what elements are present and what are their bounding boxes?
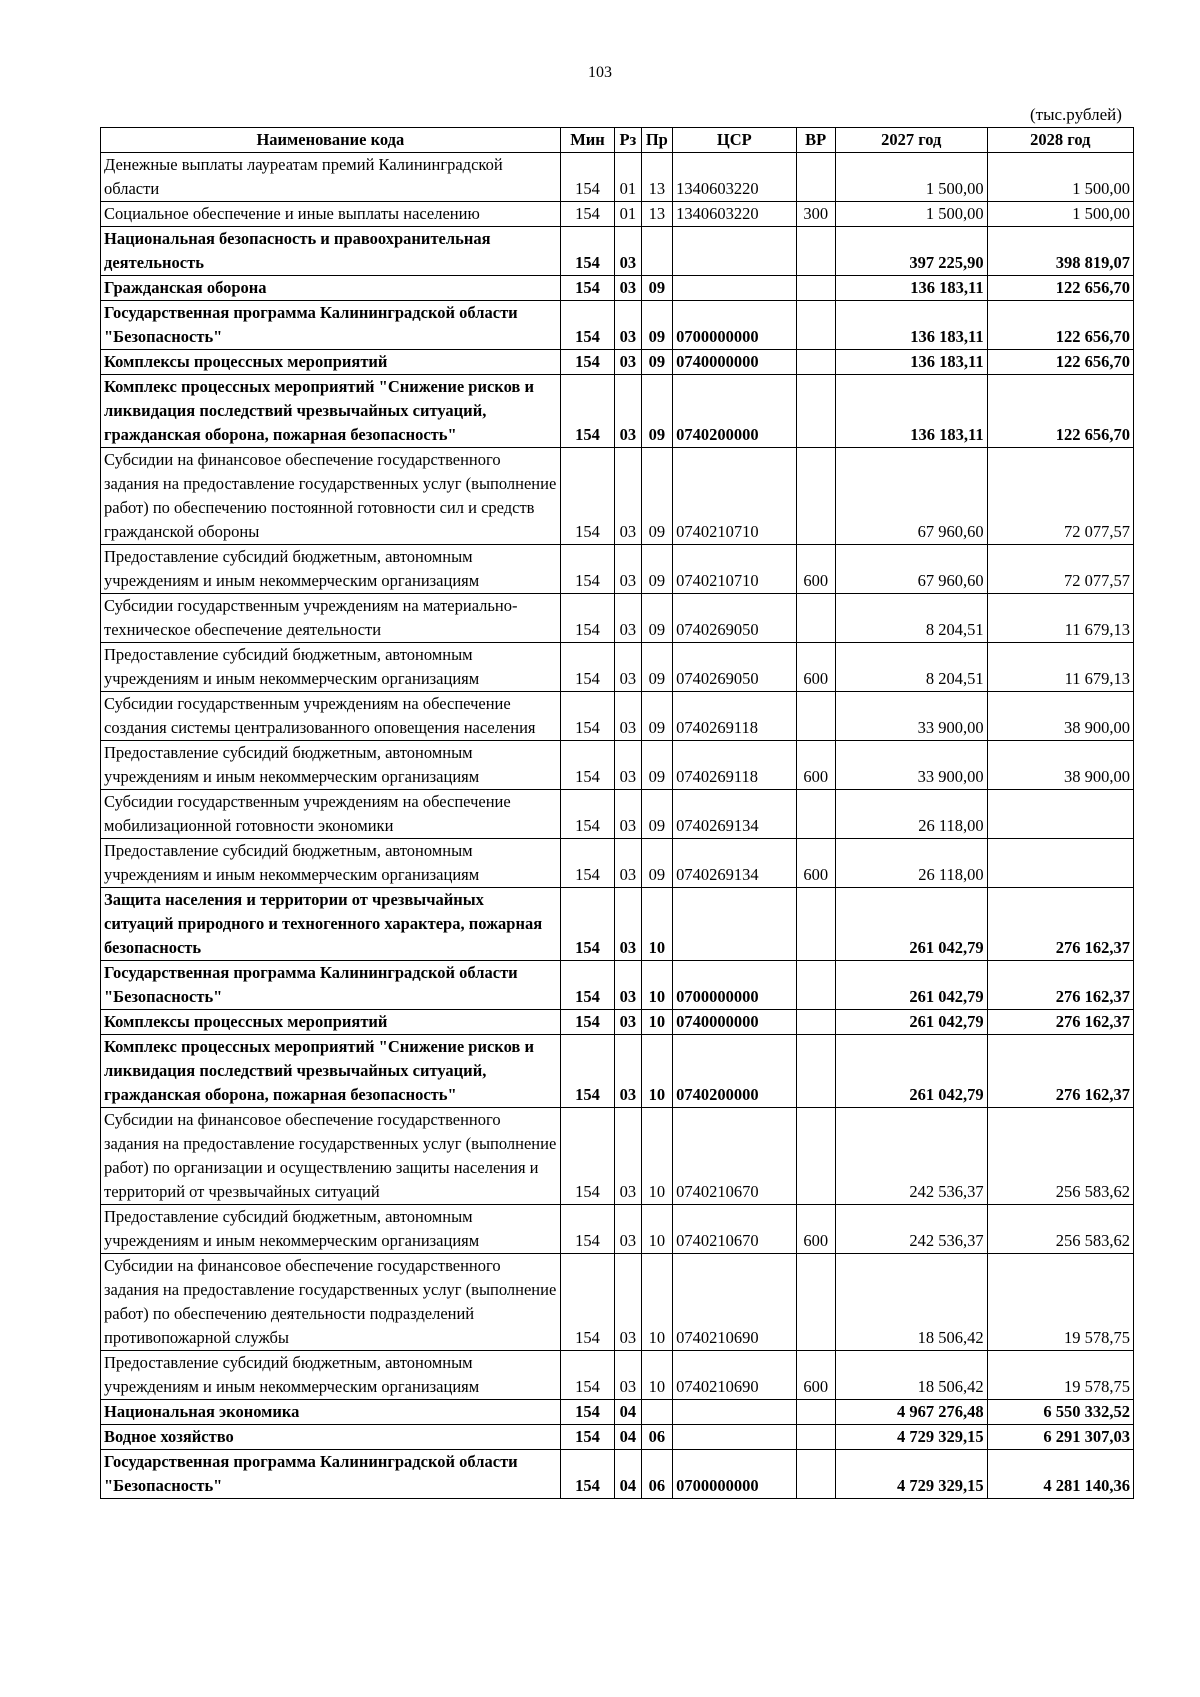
cell-2028: 11 679,13 <box>987 594 1133 643</box>
cell-rz: 03 <box>615 375 641 448</box>
cell-2028: 398 819,07 <box>987 227 1133 276</box>
cell-rz: 03 <box>615 790 641 839</box>
cell-2027: 261 042,79 <box>835 1010 987 1035</box>
table-row <box>101 1108 1134 1205</box>
cell-vr <box>796 1108 835 1205</box>
cell-csr: 0740269118 <box>673 692 796 741</box>
cell-vr <box>796 276 835 301</box>
cell-2027: 4 967 276,48 <box>835 1400 987 1425</box>
cell-csr: 1340603220 <box>673 153 796 202</box>
table-row <box>101 227 1134 276</box>
table-row <box>101 643 1134 692</box>
cell-2028: 276 162,37 <box>987 961 1133 1010</box>
cell-2028: 11 679,13 <box>987 643 1133 692</box>
cell-pr: 09 <box>641 643 673 692</box>
cell-2028: 72 077,57 <box>987 448 1133 545</box>
cell-2027: 18 506,42 <box>835 1254 987 1351</box>
cell-min: 154 <box>560 594 615 643</box>
cell-vr <box>796 1254 835 1351</box>
cell-csr: 0740269050 <box>673 643 796 692</box>
cell-vr <box>796 350 835 375</box>
cell-2028 <box>987 790 1133 839</box>
cell-rz: 03 <box>615 1254 641 1351</box>
cell-pr: 13 <box>641 153 673 202</box>
cell-csr <box>673 227 796 276</box>
cell-name: Комплекс процессных мероприятий "Снижение рисков и ликвидация последствий чрезвычайных ситуаций, гражданская оборона, пожарная безопасность" <box>101 1035 561 1108</box>
header-2027: 2027 год <box>835 128 987 153</box>
cell-rz: 04 <box>615 1425 641 1450</box>
cell-pr <box>641 1400 673 1425</box>
cell-2027: 18 506,42 <box>835 1351 987 1400</box>
cell-rz: 03 <box>615 545 641 594</box>
cell-vr <box>796 375 835 448</box>
cell-2027: 136 183,11 <box>835 301 987 350</box>
cell-pr: 09 <box>641 375 673 448</box>
cell-name: Предоставление субсидий бюджетным, автономным учреждениям и иным некоммерческим организациям <box>101 1205 561 1254</box>
cell-2027: 261 042,79 <box>835 888 987 961</box>
cell-min: 154 <box>560 1010 615 1035</box>
cell-csr: 0700000000 <box>673 301 796 350</box>
table-header-row <box>101 128 1134 153</box>
cell-vr <box>796 888 835 961</box>
cell-csr: 0740210710 <box>673 545 796 594</box>
cell-name: Комплексы процессных мероприятий <box>101 350 561 375</box>
table-row <box>101 153 1134 202</box>
cell-csr: 0700000000 <box>673 1450 796 1499</box>
cell-min: 154 <box>560 961 615 1010</box>
cell-vr: 600 <box>796 1351 835 1400</box>
cell-min: 154 <box>560 1205 615 1254</box>
cell-pr <box>641 227 673 276</box>
cell-rz: 03 <box>615 594 641 643</box>
cell-min: 154 <box>560 643 615 692</box>
cell-2027: 67 960,60 <box>835 448 987 545</box>
cell-pr: 09 <box>641 448 673 545</box>
cell-2028: 1 500,00 <box>987 202 1133 227</box>
table-row <box>101 202 1134 227</box>
cell-name: Национальная безопасность и правоохранительная деятельность <box>101 227 561 276</box>
cell-name: Субсидии на финансовое обеспечение государственного задания на предоставление государственных услуг (выполнение работ) по обеспечению постоянной готовности сил и средств гражданской обороны <box>101 448 561 545</box>
table-row <box>101 545 1134 594</box>
cell-name: Комплексы процессных мероприятий <box>101 1010 561 1035</box>
cell-vr: 600 <box>796 643 835 692</box>
cell-2028 <box>987 839 1133 888</box>
cell-pr: 06 <box>641 1450 673 1499</box>
cell-vr <box>796 594 835 643</box>
cell-name: Национальная экономика <box>101 1400 561 1425</box>
cell-rz: 03 <box>615 1205 641 1254</box>
cell-2028: 1 500,00 <box>987 153 1133 202</box>
cell-pr: 10 <box>641 1351 673 1400</box>
cell-pr: 10 <box>641 1035 673 1108</box>
cell-csr <box>673 276 796 301</box>
cell-min: 154 <box>560 545 615 594</box>
table-body <box>101 153 1134 1499</box>
table-row <box>101 692 1134 741</box>
cell-rz: 03 <box>615 1010 641 1035</box>
cell-vr <box>796 448 835 545</box>
cell-vr: 600 <box>796 1205 835 1254</box>
cell-min: 154 <box>560 1400 615 1425</box>
table-row <box>101 961 1134 1010</box>
cell-min: 154 <box>560 350 615 375</box>
cell-pr: 13 <box>641 202 673 227</box>
table-row <box>101 301 1134 350</box>
cell-min: 154 <box>560 227 615 276</box>
cell-2028: 6 291 307,03 <box>987 1425 1133 1450</box>
cell-min: 154 <box>560 375 615 448</box>
cell-pr: 09 <box>641 692 673 741</box>
cell-2027: 4 729 329,15 <box>835 1425 987 1450</box>
cell-name: Водное хозяйство <box>101 1425 561 1450</box>
cell-rz: 01 <box>615 153 641 202</box>
cell-pr: 10 <box>641 1108 673 1205</box>
cell-vr <box>796 1010 835 1035</box>
cell-2027: 397 225,90 <box>835 227 987 276</box>
cell-min: 154 <box>560 888 615 961</box>
header-2028: 2028 год <box>987 128 1133 153</box>
cell-min: 154 <box>560 741 615 790</box>
cell-pr: 09 <box>641 301 673 350</box>
cell-min: 154 <box>560 1108 615 1205</box>
cell-name: Предоставление субсидий бюджетным, автономным учреждениям и иным некоммерческим организациям <box>101 643 561 692</box>
cell-vr: 300 <box>796 202 835 227</box>
cell-rz: 03 <box>615 961 641 1010</box>
cell-name: Предоставление субсидий бюджетным, автономным учреждениям и иным некоммерческим организациям <box>101 545 561 594</box>
table-row <box>101 1400 1134 1425</box>
cell-vr: 600 <box>796 741 835 790</box>
cell-vr <box>796 1400 835 1425</box>
cell-rz: 03 <box>615 888 641 961</box>
cell-csr <box>673 1400 796 1425</box>
cell-2027: 136 183,11 <box>835 350 987 375</box>
table-row <box>101 448 1134 545</box>
cell-name: Предоставление субсидий бюджетным, автономным учреждениям и иным некоммерческим организациям <box>101 839 561 888</box>
table-row <box>101 1254 1134 1351</box>
cell-csr: 0740000000 <box>673 1010 796 1035</box>
cell-name: Государственная программа Калининградской области "Безопасность" <box>101 961 561 1010</box>
table-row <box>101 594 1134 643</box>
table-row <box>101 1035 1134 1108</box>
cell-name: Субсидии на финансовое обеспечение государственного задания на предоставление государственных услуг (выполнение работ) по организации и осуществлению защиты населения и территорий от чрезвычайных ситуаций <box>101 1108 561 1205</box>
table-row <box>101 1450 1134 1499</box>
cell-csr <box>673 888 796 961</box>
cell-2028: 256 583,62 <box>987 1108 1133 1205</box>
table-row <box>101 276 1134 301</box>
cell-2028: 122 656,70 <box>987 375 1133 448</box>
cell-pr: 06 <box>641 1425 673 1450</box>
header-name: Наименование кода <box>101 128 561 153</box>
cell-csr: 0740269134 <box>673 839 796 888</box>
cell-rz: 03 <box>615 741 641 790</box>
header-rz: Рз <box>615 128 641 153</box>
cell-vr: 600 <box>796 545 835 594</box>
cell-name: Социальное обеспечение и иные выплаты населению <box>101 202 561 227</box>
cell-vr <box>796 153 835 202</box>
cell-2027: 136 183,11 <box>835 375 987 448</box>
cell-csr: 0740210690 <box>673 1351 796 1400</box>
cell-2028: 276 162,37 <box>987 1010 1133 1035</box>
cell-pr: 09 <box>641 545 673 594</box>
cell-2028: 19 578,75 <box>987 1351 1133 1400</box>
cell-rz: 03 <box>615 643 641 692</box>
cell-2028: 122 656,70 <box>987 350 1133 375</box>
page-number: 103 <box>588 64 612 81</box>
cell-2028: 19 578,75 <box>987 1254 1133 1351</box>
cell-vr <box>796 1035 835 1108</box>
cell-vr <box>796 1425 835 1450</box>
cell-pr: 09 <box>641 839 673 888</box>
cell-rz: 03 <box>615 1351 641 1400</box>
cell-2028: 6 550 332,52 <box>987 1400 1133 1425</box>
cell-rz: 03 <box>615 1035 641 1108</box>
cell-csr: 0740269134 <box>673 790 796 839</box>
cell-pr: 10 <box>641 1205 673 1254</box>
cell-rz: 03 <box>615 350 641 375</box>
cell-pr: 09 <box>641 350 673 375</box>
cell-2027: 26 118,00 <box>835 839 987 888</box>
cell-2027: 1 500,00 <box>835 153 987 202</box>
header-vr: ВР <box>796 128 835 153</box>
cell-rz: 03 <box>615 301 641 350</box>
cell-pr: 09 <box>641 276 673 301</box>
cell-pr: 10 <box>641 888 673 961</box>
table-row <box>101 1351 1134 1400</box>
cell-rz: 01 <box>615 202 641 227</box>
cell-pr: 09 <box>641 594 673 643</box>
cell-rz: 03 <box>615 227 641 276</box>
cell-csr: 0740200000 <box>673 375 796 448</box>
table-row <box>101 741 1134 790</box>
cell-min: 154 <box>560 1425 615 1450</box>
cell-rz: 03 <box>615 839 641 888</box>
cell-csr: 0740210690 <box>673 1254 796 1351</box>
header-pr: Пр <box>641 128 673 153</box>
cell-name: Субсидии на финансовое обеспечение государственного задания на предоставление государственных услуг (выполнение работ) по обеспечению деятельности подразделений противопожарной службы <box>101 1254 561 1351</box>
table-row <box>101 375 1134 448</box>
table-row <box>101 1205 1134 1254</box>
cell-2028: 4 281 140,36 <box>987 1450 1133 1499</box>
cell-min: 154 <box>560 202 615 227</box>
cell-vr <box>796 1450 835 1499</box>
cell-csr: 0740210710 <box>673 448 796 545</box>
cell-2027: 67 960,60 <box>835 545 987 594</box>
cell-vr <box>796 227 835 276</box>
cell-2027: 261 042,79 <box>835 1035 987 1108</box>
cell-vr: 600 <box>796 839 835 888</box>
cell-name: Государственная программа Калининградской области "Безопасность" <box>101 301 561 350</box>
cell-pr: 10 <box>641 961 673 1010</box>
cell-min: 154 <box>560 448 615 545</box>
table-row <box>101 790 1134 839</box>
cell-min: 154 <box>560 1351 615 1400</box>
cell-2027: 1 500,00 <box>835 202 987 227</box>
cell-name: Государственная программа Калининградской области "Безопасность" <box>101 1450 561 1499</box>
cell-2028: 38 900,00 <box>987 741 1133 790</box>
cell-2028: 256 583,62 <box>987 1205 1133 1254</box>
cell-name: Субсидии государственным учреждениям на обеспечение создания системы централизованного оповещения населения <box>101 692 561 741</box>
cell-2027: 242 536,37 <box>835 1205 987 1254</box>
cell-csr: 0740269050 <box>673 594 796 643</box>
cell-rz: 03 <box>615 1108 641 1205</box>
cell-rz: 04 <box>615 1450 641 1499</box>
table-row <box>101 839 1134 888</box>
cell-name: Защита населения и территории от чрезвычайных ситуаций природного и техногенного характера, пожарная безопасность <box>101 888 561 961</box>
cell-min: 154 <box>560 790 615 839</box>
cell-pr: 10 <box>641 1010 673 1035</box>
cell-name: Предоставление субсидий бюджетным, автономным учреждениям и иным некоммерческим организациям <box>101 1351 561 1400</box>
cell-csr: 0740200000 <box>673 1035 796 1108</box>
cell-pr: 09 <box>641 741 673 790</box>
cell-min: 154 <box>560 1035 615 1108</box>
cell-name: Субсидии государственным учреждениям на обеспечение мобилизационной готовности экономики <box>101 790 561 839</box>
cell-csr: 0740000000 <box>673 350 796 375</box>
cell-name: Денежные выплаты лауреатам премий Калининградской области <box>101 153 561 202</box>
unit-note: (тыс.рублей) <box>1030 105 1122 124</box>
cell-csr: 0700000000 <box>673 961 796 1010</box>
cell-min: 154 <box>560 301 615 350</box>
cell-2028: 276 162,37 <box>987 1035 1133 1108</box>
cell-2027: 8 204,51 <box>835 594 987 643</box>
cell-csr: 0740210670 <box>673 1108 796 1205</box>
cell-2028: 122 656,70 <box>987 276 1133 301</box>
cell-2027: 26 118,00 <box>835 790 987 839</box>
cell-2027: 4 729 329,15 <box>835 1450 987 1499</box>
table-row <box>101 1010 1134 1035</box>
cell-2028: 122 656,70 <box>987 301 1133 350</box>
cell-2027: 242 536,37 <box>835 1108 987 1205</box>
cell-rz: 03 <box>615 276 641 301</box>
cell-name: Предоставление субсидий бюджетным, автономным учреждениям и иным некоммерческим организациям <box>101 741 561 790</box>
cell-csr: 1340603220 <box>673 202 796 227</box>
table-row <box>101 1425 1134 1450</box>
cell-min: 154 <box>560 1254 615 1351</box>
header-csr: ЦСР <box>673 128 796 153</box>
cell-2027: 33 900,00 <box>835 741 987 790</box>
cell-vr <box>796 961 835 1010</box>
table-row <box>101 888 1134 961</box>
cell-2028: 72 077,57 <box>987 545 1133 594</box>
cell-2027: 136 183,11 <box>835 276 987 301</box>
cell-min: 154 <box>560 839 615 888</box>
cell-csr: 0740269118 <box>673 741 796 790</box>
budget-table <box>100 127 1134 1499</box>
cell-2028: 38 900,00 <box>987 692 1133 741</box>
cell-2027: 33 900,00 <box>835 692 987 741</box>
cell-csr: 0740210670 <box>673 1205 796 1254</box>
cell-rz: 04 <box>615 1400 641 1425</box>
cell-min: 154 <box>560 1450 615 1499</box>
cell-name: Комплекс процессных мероприятий "Снижение рисков и ликвидация последствий чрезвычайных ситуаций, гражданская оборона, пожарная безопасность" <box>101 375 561 448</box>
table-row <box>101 350 1134 375</box>
cell-csr <box>673 1425 796 1450</box>
cell-pr: 09 <box>641 790 673 839</box>
cell-min: 154 <box>560 692 615 741</box>
cell-vr <box>796 301 835 350</box>
cell-min: 154 <box>560 153 615 202</box>
cell-rz: 03 <box>615 692 641 741</box>
cell-name: Субсидии государственным учреждениям на материально-техническое обеспечение деятельности <box>101 594 561 643</box>
cell-vr <box>796 790 835 839</box>
cell-vr <box>796 692 835 741</box>
cell-rz: 03 <box>615 448 641 545</box>
cell-pr: 10 <box>641 1254 673 1351</box>
cell-2027: 8 204,51 <box>835 643 987 692</box>
cell-name: Гражданская оборона <box>101 276 561 301</box>
header-min: Мин <box>560 128 615 153</box>
cell-2028: 276 162,37 <box>987 888 1133 961</box>
cell-min: 154 <box>560 276 615 301</box>
cell-2027: 261 042,79 <box>835 961 987 1010</box>
